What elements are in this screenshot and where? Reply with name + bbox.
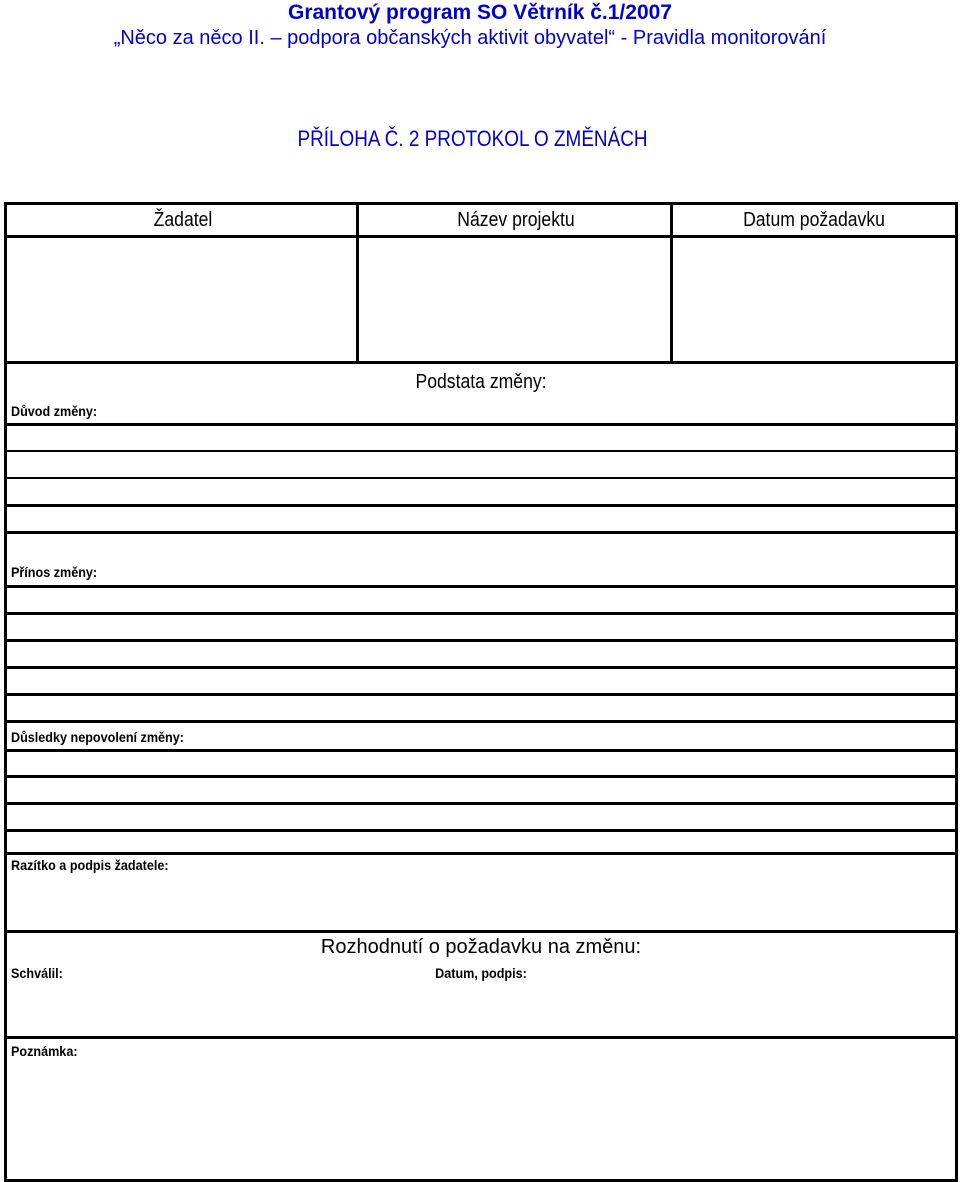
prinos-zmeny-line-3[interactable] (7, 642, 955, 666)
divider (7, 361, 955, 364)
poznamka-field[interactable] (7, 1063, 955, 1179)
rozhodnuti-label: Rozhodnutí o požadavku na změnu: (320, 936, 642, 958)
program-title: Grantový program SO Větrník č.1/2007 (288, 1, 672, 24)
nazev-projektu-field[interactable] (359, 238, 670, 361)
datum-pozadavku-field[interactable] (673, 238, 955, 361)
prinos-zmeny-line-5[interactable] (7, 696, 955, 720)
dusledky-line-4[interactable] (7, 832, 955, 852)
prinos-zmeny-line-2[interactable] (7, 615, 955, 639)
razitko-podpis-label: Razítko a podpis žadatele: (11, 857, 169, 873)
datum-podpis-label: Datum, podpis: (435, 965, 527, 981)
prinos-zmeny-line-4[interactable] (7, 669, 955, 693)
rozhodnuti-field[interactable] (7, 985, 955, 1036)
duvod-zmeny-line-1[interactable] (7, 426, 955, 450)
poznamka-label: Poznámka: (11, 1043, 78, 1059)
column-header-zadatel: Žadatel (153, 209, 213, 231)
divider (7, 720, 955, 723)
column-header-datum-pozadavku: Datum požadavku (743, 209, 885, 231)
dusledky-line-2[interactable] (7, 778, 955, 802)
duvod-zmeny-line-3[interactable] (7, 479, 955, 504)
change-protocol-form (4, 202, 958, 1182)
divider (7, 852, 955, 855)
form-title: PŘÍLOHA Č. 2 PROTOKOL O ZMĚNÁCH (297, 126, 648, 151)
prinos-zmeny-line-1[interactable] (7, 588, 955, 612)
podstata-zmeny-label: Podstata změny: (415, 371, 547, 393)
duvod-zmeny-line-2[interactable] (7, 452, 955, 477)
prinos-zmeny-label: Přínos změny: (11, 564, 98, 580)
dusledky-line-3[interactable] (7, 805, 955, 829)
zadatel-field[interactable] (7, 238, 356, 361)
duvod-zmeny-label: Důvod změny: (11, 403, 98, 419)
divider (7, 531, 955, 534)
divider (7, 1036, 955, 1039)
dusledky-nepovoleni-label: Důsledky nepovolení změny: (11, 729, 184, 745)
divider (7, 930, 955, 933)
razitko-podpis-field[interactable] (7, 875, 955, 930)
document-subtitle: „Něco za něco II. – podpora občanských aktivit obyvatel“ - Pravidla monitorování (113, 27, 827, 49)
column-header-nazev-projektu: Název projektu (457, 209, 575, 231)
duvod-zmeny-line-4[interactable] (7, 507, 955, 531)
schvalil-label: Schválil: (11, 965, 63, 981)
dusledky-line-1[interactable] (7, 752, 955, 775)
